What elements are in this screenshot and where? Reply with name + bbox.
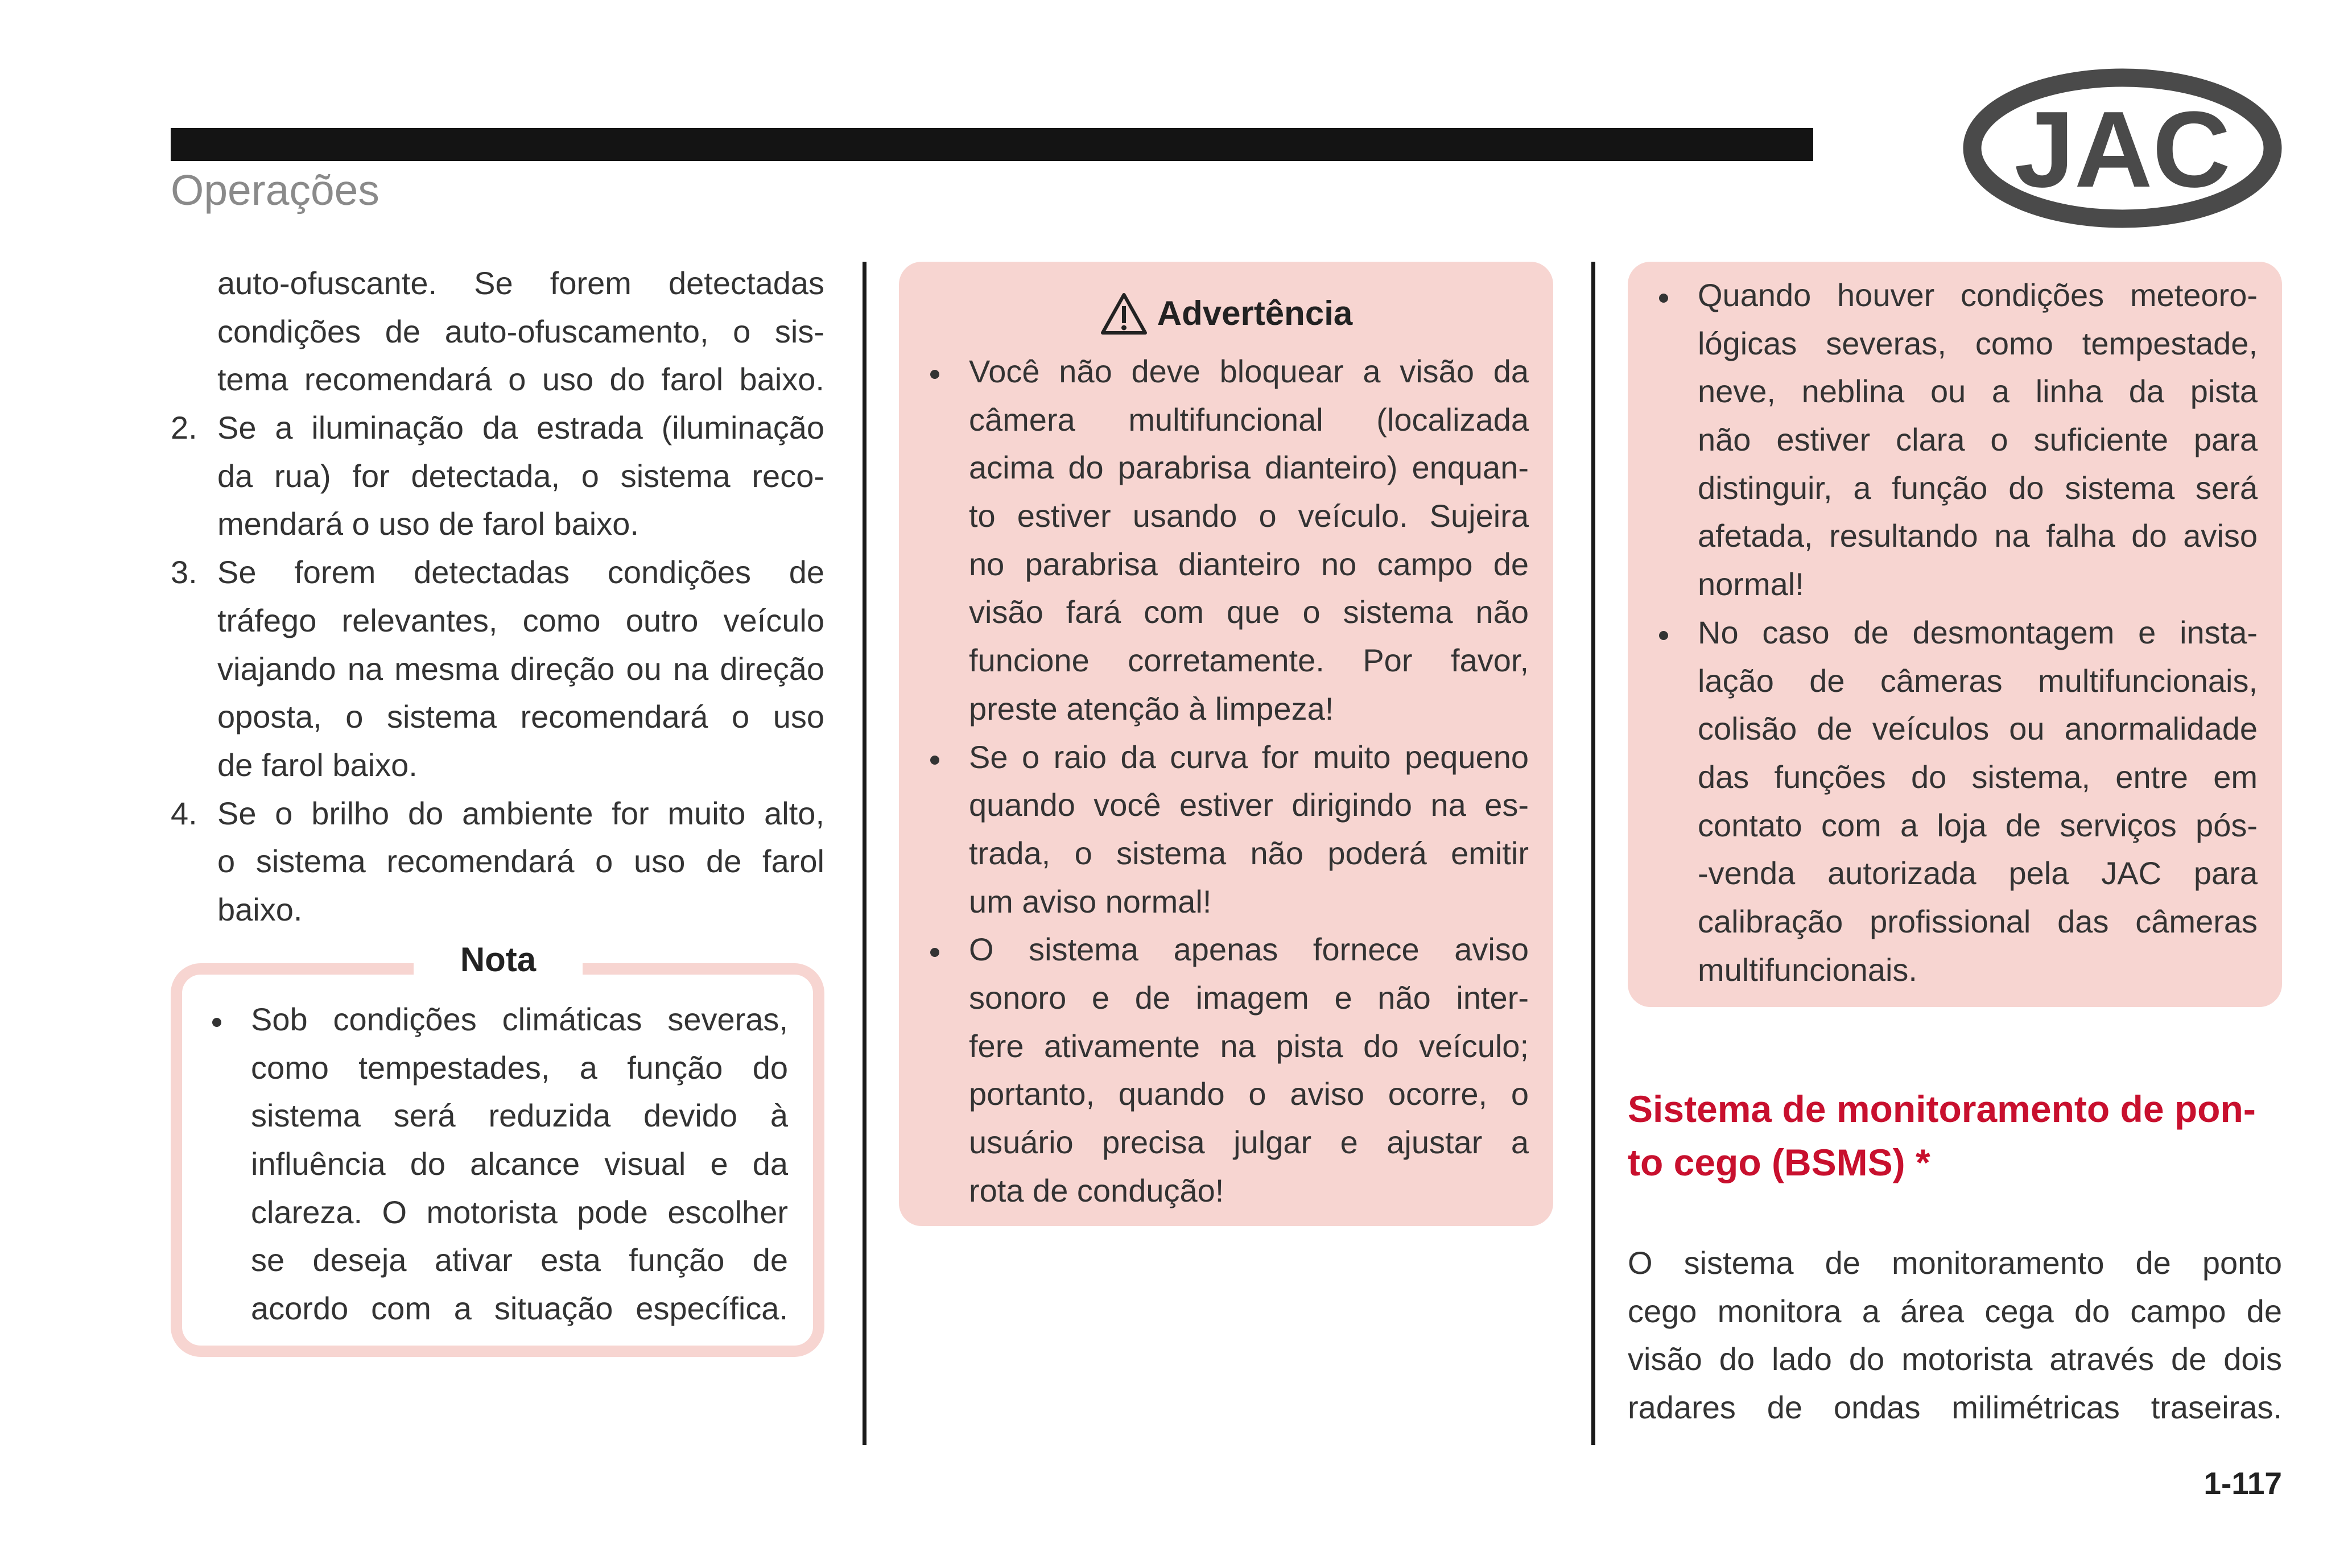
- text-line: afetada, resultando na falha do aviso: [1698, 518, 2258, 554]
- text-line: colisão de veículos ou anormalidade: [1698, 711, 2258, 747]
- list-item: [171, 790, 824, 934]
- header-bar: [171, 128, 1813, 161]
- list-item: [171, 548, 824, 789]
- text-line: no parabrisa dianteiro no campo de: [969, 546, 1529, 582]
- text-line: viajando na mesma direção ou na direção: [217, 650, 824, 687]
- text-line: trada, o sistema não poderá emitir: [969, 835, 1529, 871]
- warning-bullet-text: [969, 926, 1529, 1215]
- section-paragraph: [1628, 1239, 2282, 1432]
- text-line: Sob condições climáticas severas,: [251, 1001, 788, 1037]
- text-line: condições de auto-ofuscamento, o sis-: [217, 313, 824, 349]
- list-item-text: [217, 404, 824, 548]
- text-line: neve, neblina ou a linha da pista: [1698, 373, 2258, 410]
- warning-header: [899, 290, 1553, 337]
- note-title: Nota: [414, 936, 583, 984]
- text-line: cego monitora a área cega do campo de: [1628, 1293, 2282, 1329]
- list-item-number: 3.: [171, 554, 197, 591]
- text-line: Quando houver condições meteoro-: [1698, 277, 2258, 313]
- logo-lettering: JAC: [2014, 89, 2231, 210]
- text-line: o sistema recomendará o uso de farol: [217, 843, 824, 880]
- column-divider-left: [863, 262, 866, 1445]
- list-item-number: 2.: [171, 410, 197, 446]
- text-line: auto-ofuscante. Se forem detectadas: [217, 265, 824, 301]
- text-line: lógicas severas, como tempestade,: [1698, 325, 2258, 361]
- info-bullet: [1698, 609, 2258, 995]
- text-line: como tempestades, a função do: [251, 1049, 788, 1086]
- text-line: Se a iluminação da estrada (iluminação: [217, 410, 824, 446]
- continuation-text: [171, 259, 824, 404]
- warning-bullet: [969, 733, 1529, 926]
- text-line: influência do alcance visual e da: [251, 1146, 788, 1182]
- text-line: oposta, o sistema recomendará o uso: [217, 699, 824, 735]
- text-line: sonoro e de imagem e não inter-: [969, 979, 1529, 1016]
- text-line: -venda autorizada pela JAC para: [1698, 855, 2258, 892]
- info-box: [1628, 262, 2282, 1007]
- list-item-text: [217, 548, 824, 789]
- text-line: Se forem detectadas condições de: [217, 554, 824, 591]
- text-line: usuário precisa julgar e ajustar a: [969, 1124, 1529, 1160]
- text-line: se deseja ativar esta função de: [251, 1242, 788, 1278]
- list-item-text: [217, 790, 824, 934]
- text-line: O sistema de monitoramento de ponto: [1628, 1245, 2282, 1281]
- text-line: visão do lado do motorista através de dois: [1628, 1341, 2282, 1377]
- warning-bullet: [969, 348, 1529, 733]
- warning-bullet-list: [969, 348, 1529, 1215]
- section-title: Operações: [171, 166, 379, 214]
- text-line: acordo com a situação específica.: [251, 1290, 788, 1327]
- text-line: mendará o uso de farol baixo.: [217, 506, 639, 542]
- bullet-dot: [930, 948, 939, 957]
- text-line: preste atenção à limpeza!: [969, 690, 1334, 727]
- left-column: [171, 259, 824, 934]
- text-line: multifuncionais.: [1698, 951, 1917, 988]
- note-box: [171, 963, 824, 1357]
- page-number: 1-117: [2204, 1466, 2282, 1501]
- text-line: O sistema apenas fornece aviso: [969, 931, 1529, 968]
- text-line: radares de ondas milimétricas traseiras.: [1628, 1389, 2282, 1426]
- text-line: acima do parabrisa dianteiro) enquan-: [969, 449, 1529, 486]
- column-divider-right: [1591, 262, 1595, 1445]
- info-bullet-list: [1698, 271, 2258, 994]
- text-line: um aviso normal!: [969, 883, 1212, 919]
- warning-title: Advertência: [1157, 294, 1353, 332]
- bullet-dot: [1659, 294, 1668, 303]
- jac-logo: [1963, 68, 2282, 228]
- text-line: clareza. O motorista pode escolher: [251, 1194, 788, 1230]
- warning-box: [899, 262, 1553, 1226]
- list-item: [171, 404, 824, 548]
- section-heading: [1628, 1082, 2282, 1189]
- info-bullet: [1698, 271, 2258, 609]
- text-line: rota de condução!: [969, 1172, 1224, 1208]
- text-line: funcione corretamente. Por favor,: [969, 642, 1529, 679]
- text-line: câmera multifuncional (localizada: [969, 401, 1529, 438]
- bullet-dot: [930, 756, 939, 765]
- bullet-dot: [212, 1018, 221, 1027]
- text-line: Se o raio da curva for muito pequeno: [969, 738, 1529, 775]
- note-bullet-list: [251, 996, 788, 1333]
- warning-bullet: [969, 926, 1529, 1215]
- text-line: visão fará com que o sistema não: [969, 594, 1529, 630]
- bullet-dot: [1659, 631, 1668, 640]
- text-line: contato com a loja de serviços pós-: [1698, 807, 2258, 843]
- text-line: distinguir, a função do sistema será: [1698, 469, 2258, 506]
- text-line: fere ativamente na pista do veículo;: [969, 1028, 1529, 1064]
- info-bullet-text: [1698, 271, 2258, 609]
- text-line: de farol baixo.: [217, 746, 418, 783]
- text-line: to cego (BSMS) *: [1628, 1141, 1930, 1183]
- text-line: normal!: [1698, 566, 1804, 603]
- text-line: Sistema de monitoramento de pon-: [1628, 1088, 2256, 1130]
- warning-bullet-text: [969, 348, 1529, 733]
- list-item-number: 4.: [171, 795, 197, 831]
- text-line: tema recomendará o uso do farol baixo.: [217, 361, 824, 398]
- text-line: sistema será reduzida devido à: [251, 1097, 788, 1134]
- text-line: não estiver clara o suficiente para: [1698, 422, 2258, 458]
- warning-bullet-text: [969, 733, 1529, 926]
- text-line: portanto, quando o aviso ocorre, o: [969, 1076, 1529, 1112]
- text-line: Você não deve bloquear a visão da: [969, 353, 1529, 389]
- note-bullet: [251, 996, 788, 1333]
- text-line: to estiver usando o veículo. Sujeira: [969, 498, 1529, 534]
- text-line: No caso de desmontagem e insta-: [1698, 614, 2258, 650]
- text-line: baixo.: [217, 891, 303, 927]
- text-line: Se o brilho do ambiente for muito alto,: [217, 795, 824, 831]
- warning-triangle-icon: [1100, 292, 1148, 336]
- info-bullet-text: [1698, 609, 2258, 995]
- text-line: calibração profissional das câmeras: [1698, 903, 2258, 939]
- bullet-dot: [930, 370, 939, 379]
- text-line: quando você estiver dirigindo na es-: [969, 787, 1529, 823]
- note-bullet-text: [251, 996, 788, 1333]
- text-line: das funções do sistema, entre em: [1698, 758, 2258, 795]
- text-line: lação de câmeras multifuncionais,: [1698, 662, 2258, 699]
- text-line: da rua) for detectada, o sistema reco-: [217, 457, 824, 494]
- text-line: tráfego relevantes, como outro veículo: [217, 602, 824, 638]
